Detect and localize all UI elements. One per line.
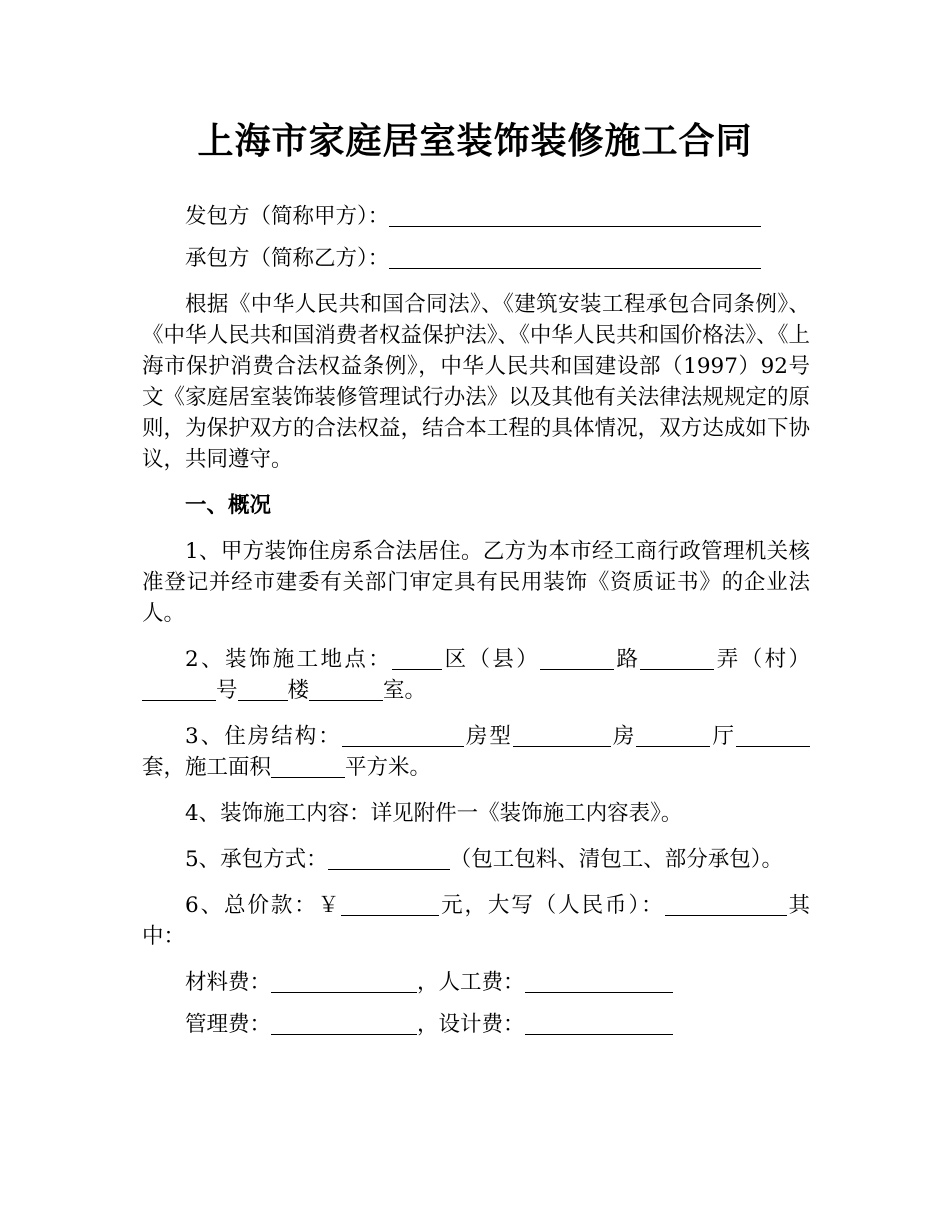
- area-blank[interactable]: [271, 755, 345, 778]
- rooms-blank[interactable]: [513, 724, 611, 747]
- document-body: [142, 201, 810, 1051]
- halls-blank[interactable]: [636, 724, 710, 747]
- clause-4-content: 4、装饰施工内容：详见附件一《装饰施工内容表》。: [185, 801, 683, 826]
- total-amount-blank[interactable]: [341, 893, 439, 916]
- labor-fee-blank[interactable]: [525, 970, 673, 993]
- party-a-label: 发包方（简称甲方）：: [185, 204, 390, 229]
- lane-blank[interactable]: [640, 647, 714, 670]
- building-blank[interactable]: [238, 678, 288, 701]
- clause-2-location: 2、装饰施工地点： 区（县） 路 弄（村）号 楼 室。: [142, 644, 810, 706]
- clause-3-structure: 3、住房结构： 房型 房 厅套，施工面积 平方米。: [142, 721, 810, 783]
- clause-5-contract-mode: 5、承包方式： （包工包料、清包工、部分承包）。: [185, 847, 783, 872]
- amount-in-words-blank[interactable]: [665, 893, 787, 916]
- party-b-line: [142, 243, 810, 274]
- section-heading-overview: 一、概况: [185, 493, 272, 518]
- party-b-label: 承包方（简称乙方）：: [185, 246, 390, 271]
- party-b-blank[interactable]: [389, 246, 761, 269]
- clause-1: 1、甲方装饰住房系合法居住。乙方为本市经工商行政管理机关核准登记并经市建委有关部门审定具有民用装饰《资质证书》的企业法人。: [142, 539, 810, 626]
- road-blank[interactable]: [540, 647, 614, 670]
- number-blank[interactable]: [142, 678, 216, 701]
- document-title: 上海市家庭居室装饰装修施工合同: [197, 121, 753, 162]
- room-blank[interactable]: [309, 678, 383, 701]
- district-blank[interactable]: [392, 647, 442, 670]
- management-fee-blank[interactable]: [271, 1012, 417, 1035]
- fee-line-management-design: 管理费： ，设计费：: [142, 1009, 810, 1040]
- design-fee-blank[interactable]: [525, 1012, 673, 1035]
- fee-line-material-labor: 材料费： ，人工费：: [142, 967, 810, 998]
- material-fee-blank[interactable]: [271, 970, 417, 993]
- party-a-line: [142, 201, 810, 232]
- clause-6-total-price: 6、总价款：￥ 元，大写（人民币）： 其中：: [142, 893, 810, 949]
- party-a-blank[interactable]: [389, 204, 761, 227]
- structure-blank[interactable]: [342, 724, 464, 747]
- preamble-paragraph: 根据《中华人民共和国合同法》、《建筑安装工程承包合同条例》、《中华人民共和国消费者权益保护法》、《中华人民共和国价格法》、《上海市保护消费合法权益条例》，中华人民共和国建设部（1997）92号文《家庭居室装饰装修管理试行办法》以及其他有关法律法规规定的原则，为保护双方的合法权益，结合本工程的具体情况，双方达成如下协议，共同遵守。: [142, 292, 810, 472]
- contract-mode-blank[interactable]: [328, 847, 450, 870]
- sets-blank[interactable]: [736, 724, 810, 747]
